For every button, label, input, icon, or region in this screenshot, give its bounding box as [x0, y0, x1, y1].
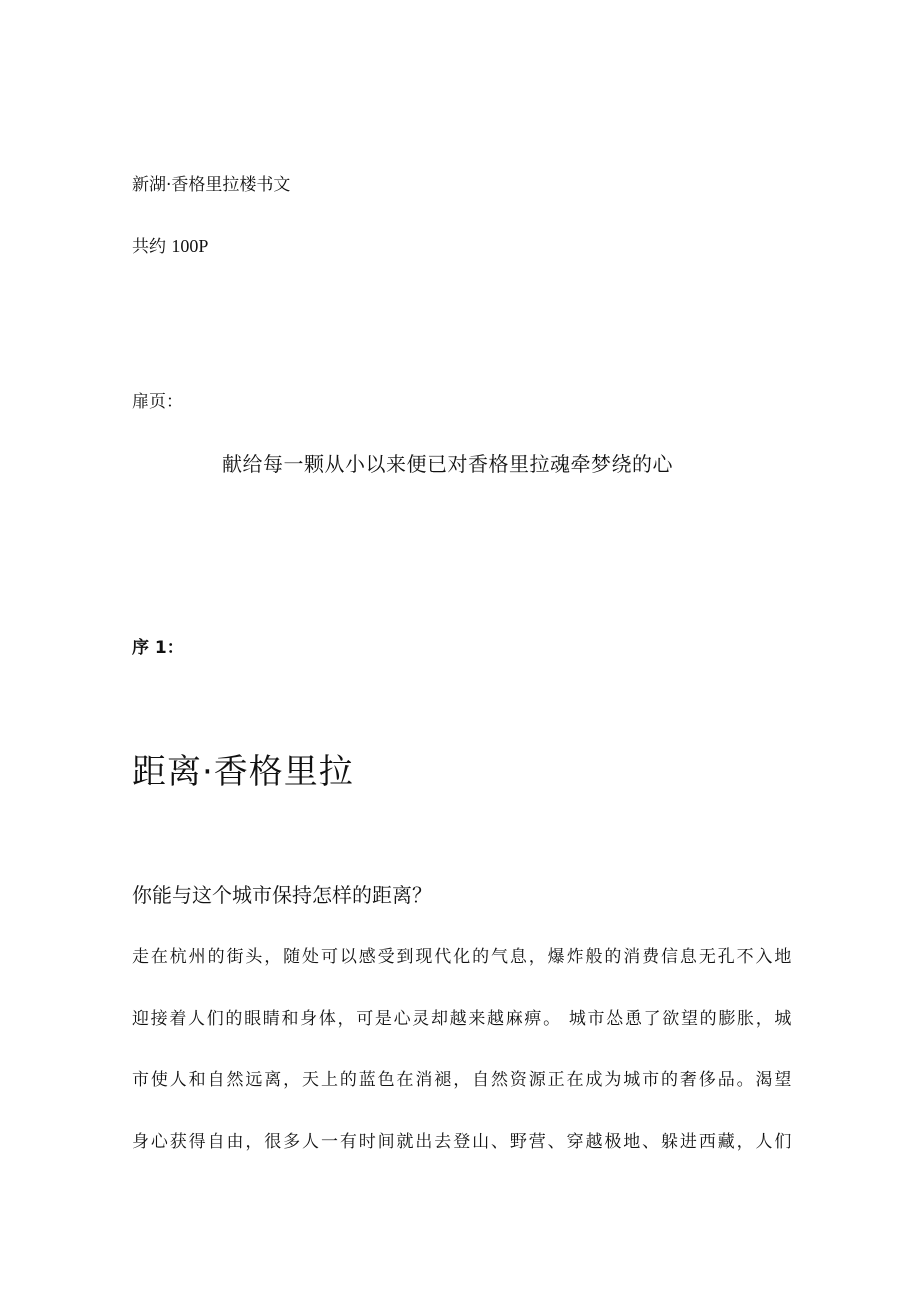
document-title: 新湖·香格里拉楼书文 — [132, 175, 291, 195]
flyleaf-label: 扉页： — [132, 392, 183, 412]
body-line: 身心获得自由，很多人一有时间就出去登山、野营、穿越极地、躲进西藏，人们 — [132, 1131, 792, 1152]
preface-label: 序 1： — [132, 638, 184, 658]
chapter-title: 距离·香格里拉 — [132, 752, 354, 792]
dedication-text: 献给每一颗从小以来便已对香格里拉魂牵梦绕的心 — [222, 452, 673, 476]
page-count-value: 100P — [171, 236, 209, 256]
chapter-subtitle: 你能与这个城市保持怎样的距离？ — [132, 883, 432, 907]
body-line: 走在杭州的街头，随处可以感受到现代化的气息，爆炸般的消费信息无孔不入地 — [132, 947, 792, 967]
page-count — [132, 236, 208, 258]
body-line: 迎接着人们的眼睛和身体，可是心灵却越来越麻痹。 城市怂恿了欲望的膨胀，城 — [132, 1008, 792, 1029]
page-count-prefix: 共约 — [132, 237, 172, 257]
body-paragraph — [132, 945, 792, 1191]
body-line: 市使人和自然远离，天上的蓝色在消褪，自然资源正在成为城市的奢侈品。渴望 — [132, 1070, 792, 1090]
